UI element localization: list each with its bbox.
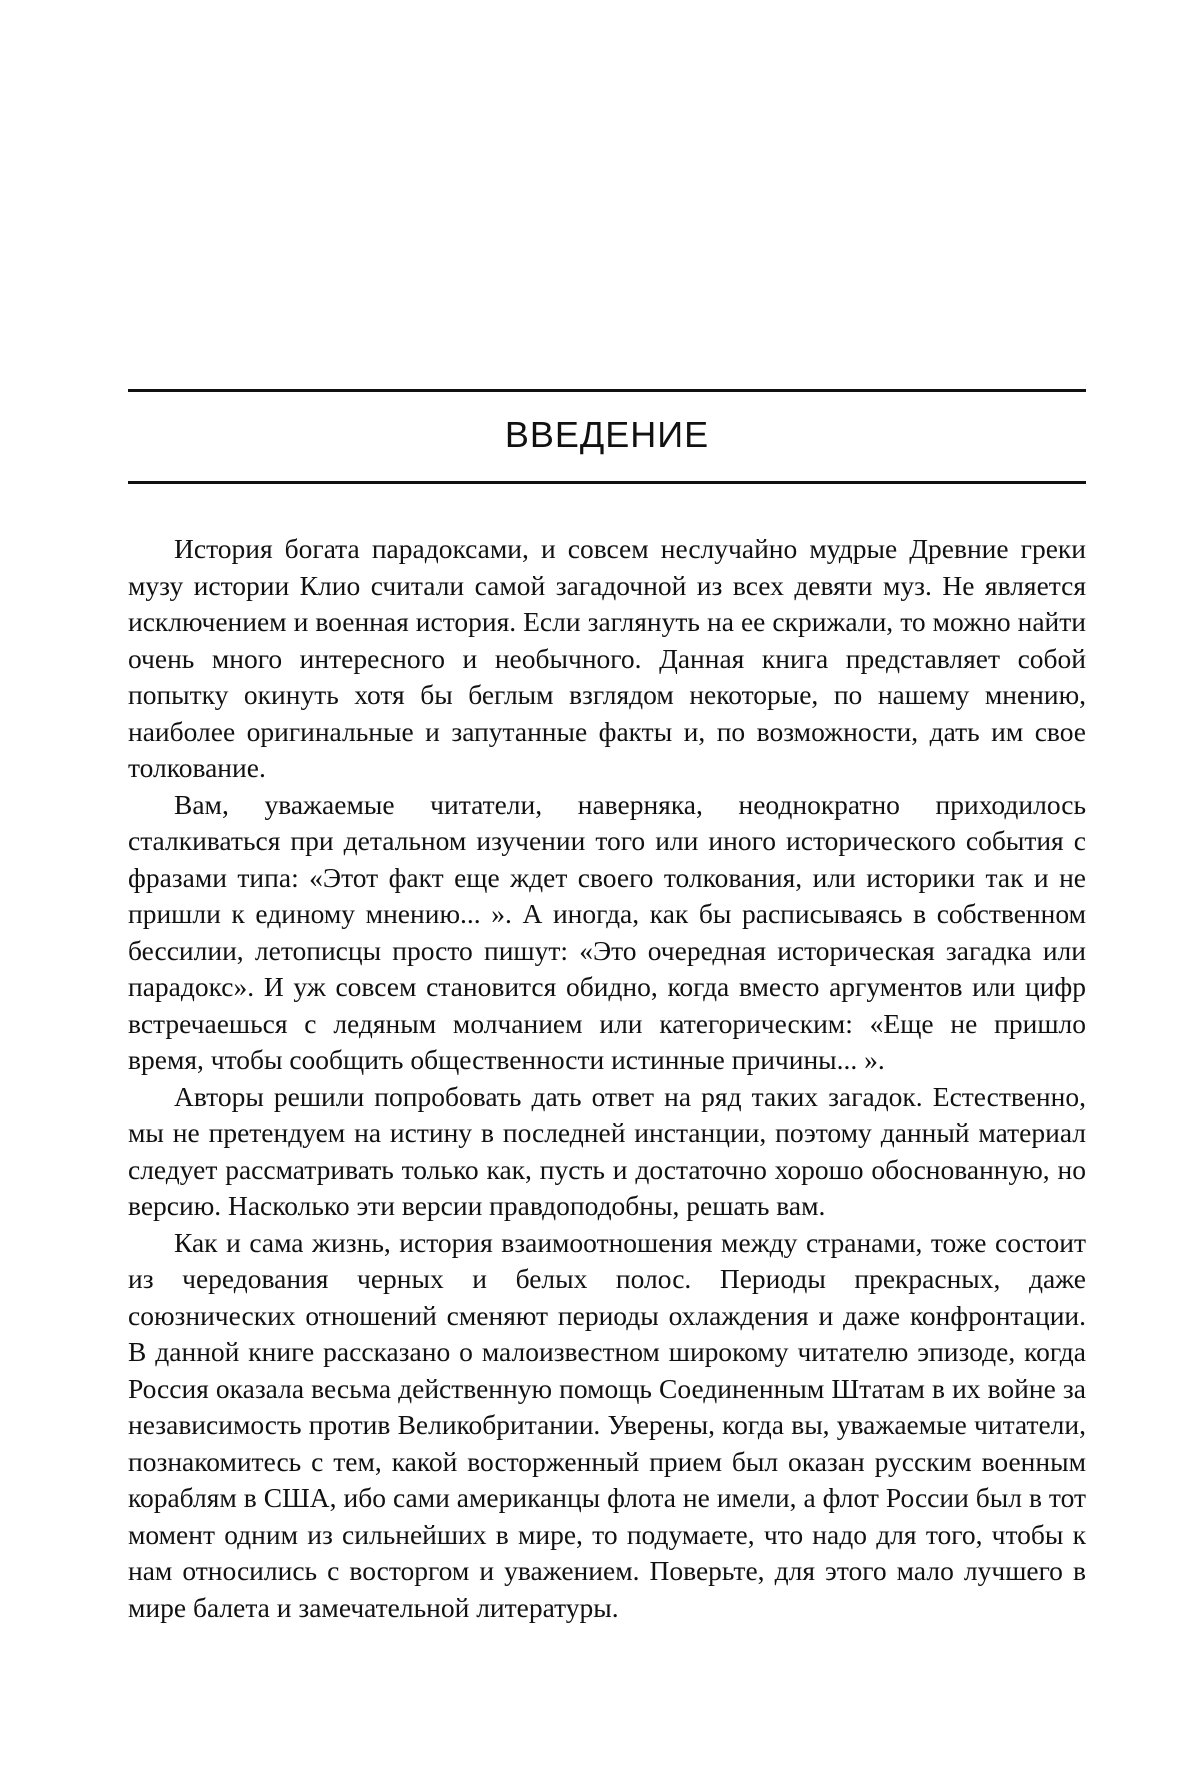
paragraph: Как и сама жизнь, история взаимоотношения между странами, тоже состоит из чередования черных и белых полос. Периоды прекрасных, даже союзнических отношений сменяют периоды охлаждения и даже конфронтации. В данной книге рассказано о малоизвестном широкому читателю эпизоде, когда Россия оказала весьма действенную помощь Соединенным Штатам в их войне за независимость против Великобритании. Уверены, когда вы, уважаемые читатели, познакомитесь с тем, какой восторженный прием был оказан русским военным кораблям в США, ибо сами американцы флота не имели, а флот России был в тот момент одним из сильнейших в мире, то подумаете, что надо для того, чтобы к нам относились с восторгом и уважением. Поверьте, для этого мало лучшего в мире балета и замечательной литературы. xyxy=(128,1226,1086,1623)
top-rule xyxy=(128,389,1086,392)
bottom-rule xyxy=(128,481,1086,484)
paragraph: История богата парадоксами, и совсем неслучайно мудрые Древние греки музу истории Клио считали самой загадочной из всех девяти муз. Не является исключением и военная история. Если заглянуть на ее скрижали, то можно найти очень много интересного и необычного. Данная книга представляет собой попытку окинуть хотя бы беглым взглядом некоторые, по нашему мнению, наиболее оригинальные и запутанные факты и, по возможности, дать им свое толкование. xyxy=(128,533,1086,783)
paragraph: Вам, уважаемые читатели, наверняка, неоднократно приходилось сталкиваться при детальном изучении того или иного исторического события с фразами типа: «Этот факт еще ждет своего толкования, или историки так и не пришли к единому мнению... ». А иногда, как бы расписываясь в собственном бессилии, летописцы просто пишут: «Это очередная историческая загадка или парадокс». И уж совсем становится обидно, когда вместо аргументов или цифр встречаешься с ледяным молчанием или категорическим: «Еще не пришло время, чтобы сообщить общественности истинные причины... ». xyxy=(128,788,1086,1075)
paragraph: Авторы решили попробовать дать ответ на ряд таких загадок. Естественно, мы не претендуем на истину в последней инстанции, поэтому данный материал следует рассматривать только как, пусть и достаточно хорошо обоснованную, но версию. Насколько эти версии правдоподобны, решать вам. xyxy=(128,1080,1086,1221)
chapter-body xyxy=(128,531,1086,1626)
chapter-title: ВВЕДЕНИЕ xyxy=(504,414,710,455)
